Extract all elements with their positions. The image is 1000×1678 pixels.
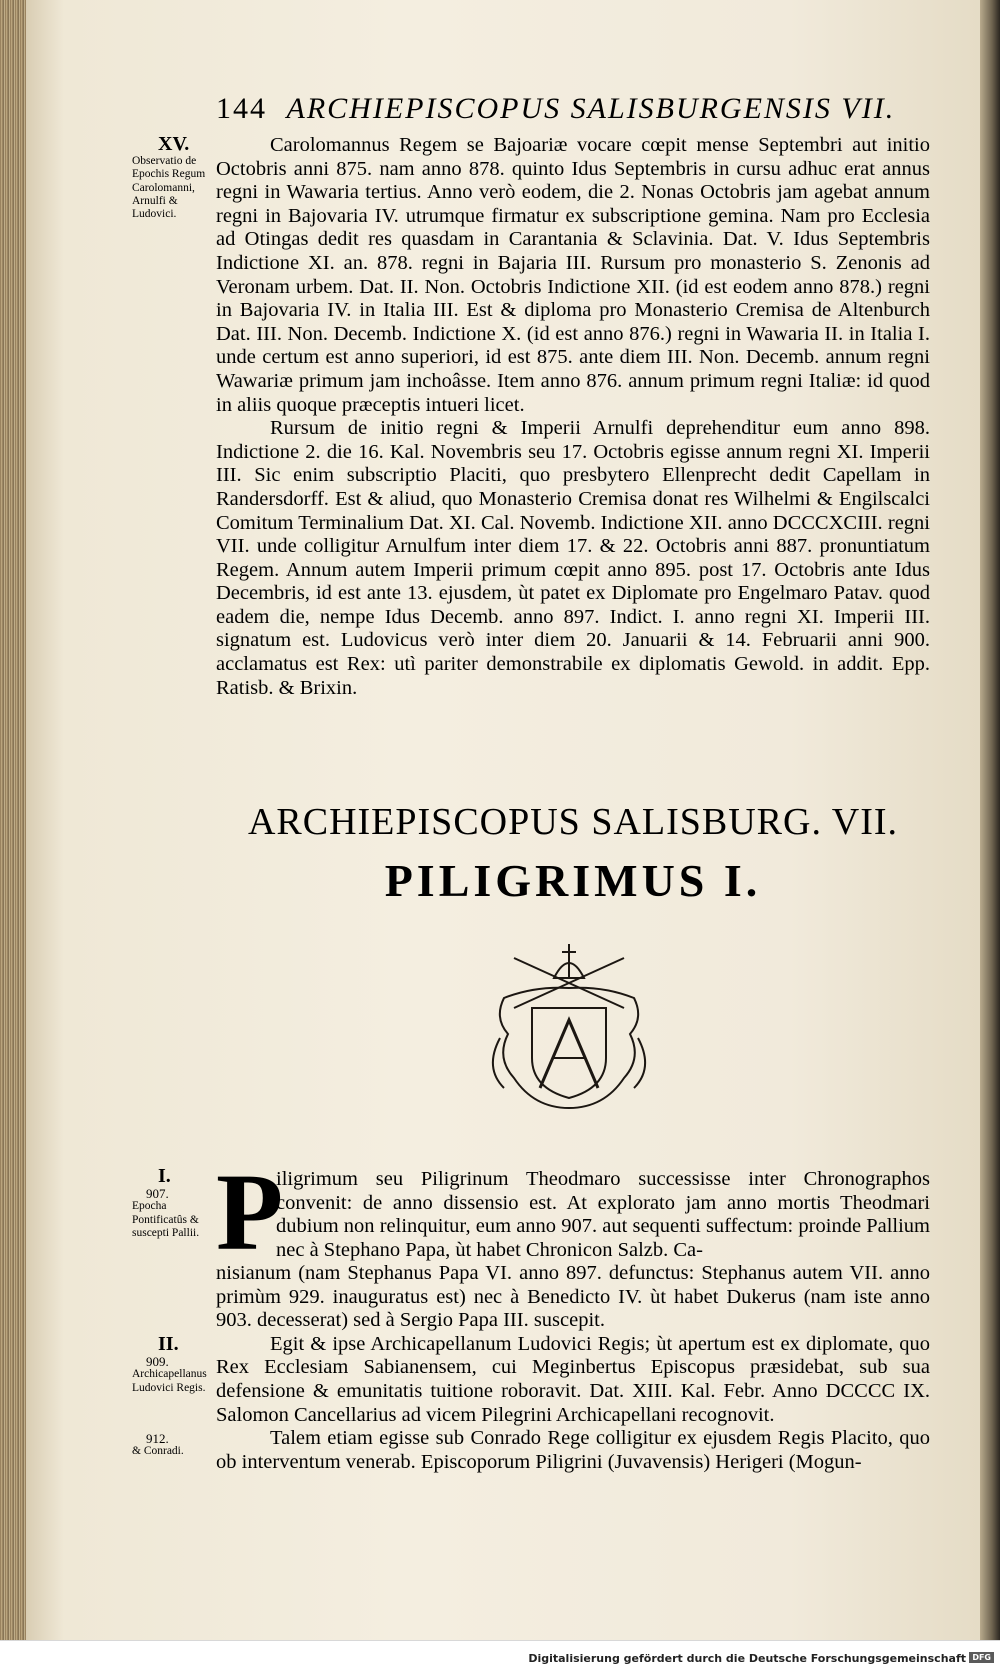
section-title: ARCHIEPISCOPUS SALISBURG. VII. <box>247 801 899 843</box>
margin-note-text: Archicapellanus Ludovici Regis. <box>132 1368 207 1394</box>
digitization-credit: Digitalisierung gefördert durch die Deutsche Forschungsgemeinschaft <box>528 1652 966 1665</box>
dfg-logo: DFG <box>969 1652 994 1663</box>
paragraph: Carolomannus Regem se Bajoariæ vocare cœpit mense Septembri aut initio Octobris anni 875. nam anno 878. quinto Idus Septembris in cursu adhuc erat annus regni in Wawaria tertius. Anno verò eodem, die 2. Nonas Octobris jam agebat annum regni in Bajovaria IV. utrumque firmatur ex subscriptione gemina. Nam pro Ecclesia ad Otingas dedit res quasdam in Carantania & Sclavinia. Dat. V. Idus Septembris Indictione XI. an. 878. regni in Bajaria III. Rursum pro monasterio S. Zenonis ad Veronam urbem. Dat. II. Non. Octobris Indictione XII. (id est eodem anno 878.) regni in Bajovaria IV. in Italia III. Est & diploma pro Monasterio Cremisa de Altenburch Dat. III. Non. Decemb. Indictione X. (id est anno 876.) regni in Wawaria II. in Italia I. unde certum est anno superiori, id est 875. ante diem III. Non. Decemb. annum regni Wawariæ primum jam inchoâsse. Item anno 876. annum primum regni Italiæ: id quod in aliis quoque præceptis intueri licet. <box>216 134 930 416</box>
page-number: 144 <box>216 92 267 125</box>
margin-note-ii <box>132 1333 220 1395</box>
section-b-text <box>216 1262 930 1474</box>
margin-note-number: II. <box>158 1333 179 1355</box>
margin-note-year: 909. <box>146 1354 169 1370</box>
margin-note-text: Epocha Pontificatûs & suscepti Pallii. <box>132 1200 200 1239</box>
section-name: PILIGRIMUS I. <box>384 855 762 906</box>
margin-note-number: XV. <box>158 133 190 155</box>
section-a-text <box>216 134 930 700</box>
section-b-first-lines: iligrimum seu Piligrinum Theodmaro successisse inter Chronographos convenit: de anno dissensio est. At explorato jam anno mortis Theodmari dubium non relinquitur, eum anno 907. aut sequenti suffectum: proinde Pallium nec à Stephano Papa, ùt habet Chronicon Salzb. Ca- <box>276 1168 930 1261</box>
margin-note-text: Observatio de Epochis Regum Carolomanni, Arnulfi & Ludovici. <box>132 155 206 221</box>
margin-note-xv <box>132 133 220 221</box>
margin-note-text: & Conradi. <box>132 1445 184 1458</box>
running-title: ARCHIEPISCOPUS SALISBURGENSIS VII. <box>286 92 896 125</box>
paragraph: Egit & ipse Archicapellanum Ludovici Regis; ùt apertum est ex diplomate, quo Rex Ecclesiam Sabianensem, cui Meginbertus Episcopus præsidebat, sub sua defensione & emunitatis tuitione roboravit. Dat. XIII. Kal. Febr. Anno DCCCC IX. Salomon Cancellarius ad vicem Pilegrini Archicapellani recognovit. <box>216 1332 930 1426</box>
margin-note-912 <box>132 1432 220 1458</box>
margin-note-i <box>132 1165 220 1240</box>
margin-note-year: 907. <box>146 1186 169 1202</box>
drop-cap: P <box>216 1151 284 1273</box>
paragraph: Rursum de initio regni & Imperii Arnulfi deprehenditur eum anno 898. Indictione 2. die 16. Kal. Novembris seu 17. Octobris egisse annum regni XI. Imperii III. Sic enim subscriptio Placiti, quo presbytero Ellenprecht dedit Capellam in Randersdorff. Est & aliud, quo Monasterio Cremisa donat res Wilhelmi & Engilscalci Comitum Terminalium Dat. XI. Cal. Novemb. Indictione XII. anno DCCCXCIII. regni VII. unde colligitur Arnulfum inter diem 17. & 22. Octobris anni 887. pronuntiatum Regem. Annum autem Imperii primum cœpit anno 895. post 17. Octobris ante Idus Decembris, id est ante 13. ejusdem, ùt patet ex Diplomate pro Engelmaro Patav. quod eadem die, nempe Idus Decemb. anno 897. Indict. I. anno regni XI. Imperii III. signatum est. Ludovicus verò inter diem 20. Januarii & 14. Februarii anni 900. acclamatus est Rex: utì pariter demonstrabile ex diplomatis Gewold. in addit. Epp. Ratisb. & Brixin. <box>216 417 930 699</box>
paragraph-continuation: nisianum (nam Stephanus Papa VI. anno 897. defunctus: Stephanus autem VII. anno primùm 929. inauguratus est) nec à Benedicto IV. ùt habet Dukerus (nam iste anno 903. decesserat) sed à Sergio Papa III. suscepit. <box>216 1262 930 1332</box>
footer-bar <box>0 1640 1000 1678</box>
running-head <box>216 92 916 126</box>
margin-note-year: 912. <box>146 1431 169 1446</box>
book-gutter-shadow <box>980 0 1000 1640</box>
margin-note-number: I. <box>158 1165 171 1187</box>
coat-of-arms-emblem <box>474 938 664 1118</box>
paragraph: Talem etiam egisse sub Conrado Rege colligitur ex ejusdem Regis Placito, quo ob interventum venerab. Episcoporum Piligrini (Juvavensis) Herigeri (Mogun- <box>216 1427 930 1473</box>
